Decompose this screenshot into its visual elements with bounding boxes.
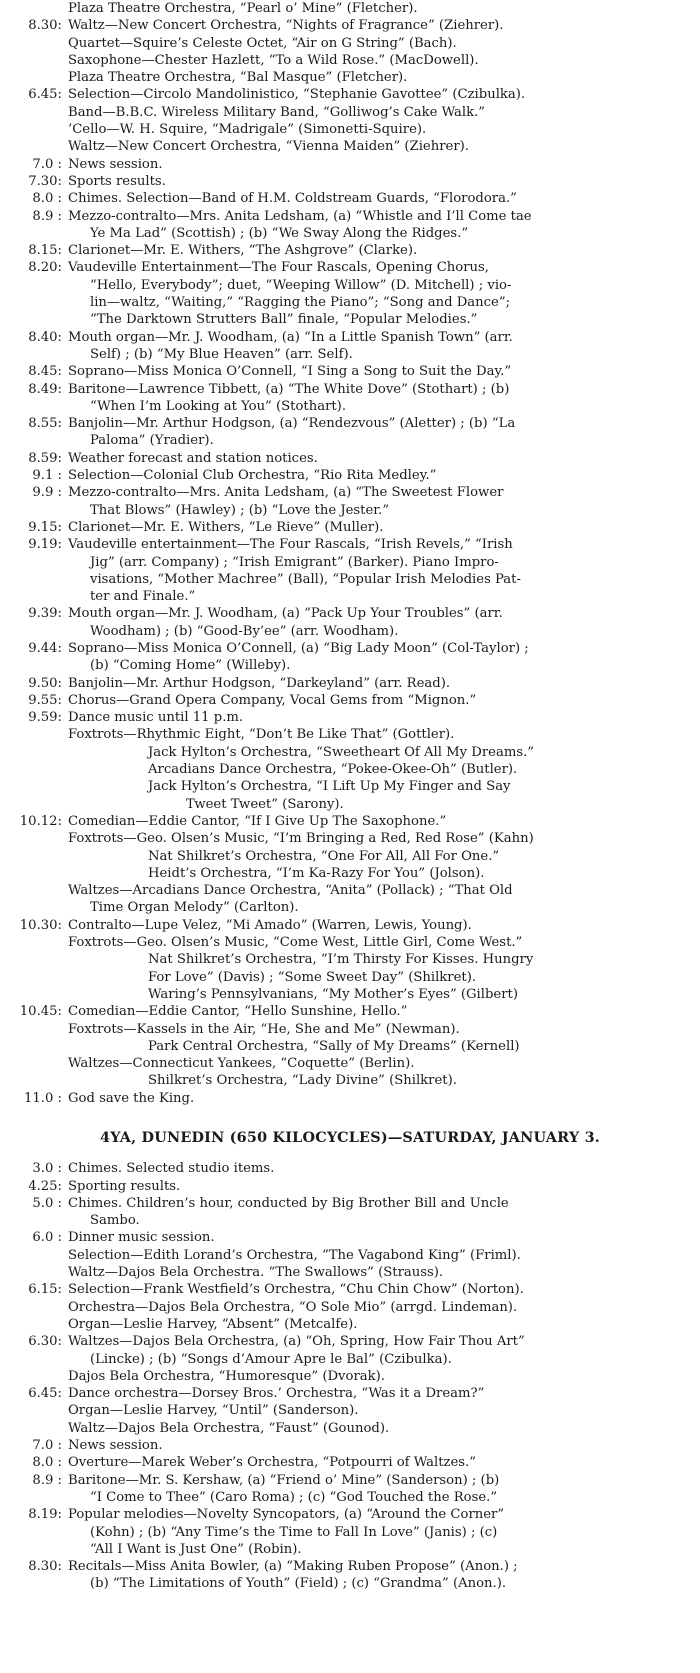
programme-entry: [0, 1229, 700, 1281]
entry-content: [62, 156, 700, 173]
programme-entry: [0, 1472, 700, 1507]
entry-line: Waltz—New Concert Orchestra, “Nights of Fragrance” (Ziehrer).: [68, 18, 504, 34]
entry-line: Dinner music session.: [68, 1230, 215, 1246]
entry-line: Orchestra—Dajos Bela Orchestra, “O Sole Mio” (arrgd. Lindeman).: [68, 1299, 518, 1315]
programme-entry: [0, 415, 700, 450]
entry-content: [62, 381, 700, 416]
programme-entry: [0, 917, 700, 1003]
entry-content: [62, 17, 700, 86]
programme-entry: [0, 675, 700, 692]
entry-content: [62, 450, 700, 467]
programme-entry: [0, 1281, 700, 1333]
entry-content: [62, 1506, 700, 1558]
entry-time: 11.0 :: [24, 1090, 62, 1106]
entry-line: Chimes. Children’s hour, conducted by Big Brother Bill and Uncle: [68, 1195, 509, 1211]
entry-content: [62, 709, 700, 813]
entry-line: Self) ; (b) “My Blue Heaven” (arr. Self).: [90, 346, 353, 362]
programme-entry: [0, 1385, 700, 1437]
station-heading: 4YA, DUNEDIN (650 KILOCYCLES)—SATURDAY, JANUARY 3.: [99, 1129, 600, 1146]
entry-line: News session.: [68, 156, 163, 172]
programme-entry: [0, 242, 700, 259]
entry-line: Organ—Leslie Harvey, “Until” (Sanderson).: [68, 1403, 359, 1419]
entry-line: Nat Shilkret’s Orchestra, “I’m Thirsty For Kisses. Hungry: [148, 952, 534, 968]
programme-section: [0, 1129, 700, 1593]
entry-time: 8.59:: [28, 450, 62, 466]
entry-content: [62, 675, 700, 692]
entry-line: Soprano—Miss Monica O’Connell, (a) “Big Lady Moon” (Col-Taylor) ;: [68, 640, 529, 656]
entry-line: Vaudeville Entertainment—The Four Rascals, Opening Chorus,: [68, 260, 490, 276]
entry-line: Soprano—Miss Monica O’Connell, “I Sing a Song to Suit the Day.”: [68, 364, 512, 380]
entry-line: Dajos Bela Orchestra, “Humoresque” (Dvorak).: [68, 1368, 385, 1384]
programme-entry: [0, 86, 700, 155]
programme-entry: [0, 484, 700, 519]
entry-content: [62, 415, 700, 450]
entry-line: Foxtrots—Rhythmic Eight, “Don’t Be Like That” (Gottler).: [68, 727, 455, 743]
programme-entry: [0, 259, 700, 328]
entry-line: Mezzo-contralto—Mrs. Anita Ledsham, (a) “The Sweetest Flower: [68, 485, 504, 501]
entry-time: 8.30:: [28, 18, 62, 34]
entry-line: Selection—Colonial Club Orchestra, “Rio Rita Medley.”: [68, 468, 437, 484]
entry-content: [62, 917, 700, 1003]
programme-entry: [0, 1333, 700, 1385]
entry-content: [62, 1003, 700, 1089]
entry-content: [62, 519, 700, 536]
entry-line: Selection—Edith Lorand’s Orchestra, “The Vagabond King” (Friml).: [68, 1247, 521, 1263]
entry-content: [62, 1195, 700, 1230]
entry-time: 4.25:: [28, 1178, 62, 1194]
entry-time: 8.55:: [28, 416, 62, 432]
entry-line: Foxtrots—Kassels in the Air, “He, She and Me” (Newman).: [68, 1021, 460, 1037]
entry-line: Sambo.: [90, 1213, 140, 1229]
programme-entry: [0, 519, 700, 536]
entry-content: [62, 1472, 700, 1507]
entry-time: 9.1 :: [32, 468, 62, 484]
entry-line: Waltzes—Arcadians Dance Orchestra, “Anita” (Pollack) ; “That Old: [68, 883, 513, 899]
entry-line: Baritone—Mr. S. Kershaw, (a) “Friend o’ Mine” (Sanderson) ; (b): [68, 1472, 500, 1488]
entry-time: 9.39:: [28, 606, 62, 622]
entry-time: 9.19:: [28, 537, 62, 553]
entry-line: Nat Shilkret’s Orchestra, “One For All, All For One.”: [148, 848, 500, 864]
entry-line: Recitals—Miss Anita Bowler, (a) “Making Ruben Propose” (Anon.) ;: [68, 1559, 518, 1575]
entry-line: Baritone—Lawrence Tibbett, (a) “The White Dove” (Stothart) ; (b): [68, 381, 510, 397]
programme-entry: [0, 363, 700, 380]
entry-line: visations, “Mother Machree” (Ball), “Popular Irish Melodies Pat-: [90, 571, 521, 587]
entry-line: Selection—Frank Westfield’s Orchestra, “Chu Chin Chow” (Norton).: [68, 1282, 524, 1298]
entry-line: Paloma” (Yradier).: [90, 433, 214, 449]
programme-entry: [0, 208, 700, 243]
entry-content: [62, 640, 700, 675]
entry-line: Chimes. Selection—Band of H.M. Coldstream Guards, “Florodora.”: [68, 191, 517, 207]
entry-line: Time Organ Melody” (Carlton).: [90, 900, 299, 916]
programme-entry: [0, 467, 700, 484]
entry-line: For Love” (Davis) ; “Some Sweet Day” (Shilkret).: [148, 969, 477, 985]
entry-content: [62, 242, 700, 259]
entry-line: Overture—Marek Weber’s Orchestra, “Potpourri of Waltzes.”: [68, 1455, 476, 1471]
entry-line: ter and Finale.”: [90, 589, 196, 605]
programme-entry: [0, 190, 700, 207]
programme-entry: [0, 536, 700, 605]
entry-time: 7.0 :: [32, 156, 62, 172]
entry-content: [62, 1160, 700, 1177]
entry-line: Mouth organ—Mr. J. Woodham, (a) “Pack Up Your Troubles” (arr.: [68, 606, 503, 622]
entry-line: Saxophone—Chester Hazlett, “To a Wild Rose.” (MacDowell).: [68, 52, 479, 68]
entry-content: [62, 1090, 700, 1107]
entry-line: (b) “Coming Home” (Willeby).: [90, 658, 291, 674]
entry-line: News session.: [68, 1438, 163, 1454]
entry-time: 8.9 :: [32, 208, 62, 224]
entry-line: “When I’m Looking at You” (Stothart).: [90, 398, 347, 414]
entry-line: Waltzes—Connecticut Yankees, “Coquette” (Berlin).: [68, 1056, 415, 1072]
programme-entry: [0, 1160, 700, 1177]
entry-time: 10.45:: [19, 1004, 62, 1020]
entry-line: Chorus—Grand Opera Company, Vocal Gems from “Mignon.”: [68, 692, 477, 708]
entry-content: [62, 536, 700, 605]
entry-line: Selection—Circolo Mandolinistico, “Stephanie Gavottee” (Czibulka).: [68, 87, 526, 103]
entry-line: Band—B.B.C. Wireless Military Band, “Golliwog’s Cake Walk.”: [68, 104, 486, 120]
entry-line: Waltz—New Concert Orchestra, “Vienna Maiden” (Ziehrer).: [68, 139, 469, 155]
entry-line: Jig” (arr. Company) ; “Irish Emigrant” (Barker). Piano Impro-: [90, 554, 499, 570]
entry-content: [62, 1333, 700, 1385]
programme-entry: [0, 1178, 700, 1195]
programme-entry: [0, 173, 700, 190]
entry-line: Foxtrots—Geo. Olsen’s Music, “I’m Bringing a Red, Red Rose” (Kahn): [68, 831, 534, 847]
entry-line: Woodham) ; (b) “Good-By’ee” (arr. Woodham).: [90, 623, 399, 639]
entry-content: [62, 1229, 700, 1281]
entry-line: “The Darktown Strutters Ball” finale, “Popular Melodies.”: [90, 312, 478, 328]
entry-time: 9.15:: [28, 519, 62, 535]
entry-line: Clarionet—Mr. E. Withers, “Le Rieve” (Muller).: [68, 519, 384, 535]
entry-content: [62, 484, 700, 519]
programme-entry: [0, 1558, 700, 1593]
entry-content: [62, 1385, 700, 1437]
programme-entry: [0, 381, 700, 416]
entry-content: [62, 329, 700, 364]
entry-line: Clarionet—Mr. E. Withers, “The Ashgrove” (Clarke).: [68, 243, 418, 259]
entry-time: 8.0 :: [32, 191, 62, 207]
entry-time: 3.0 :: [32, 1161, 62, 1177]
entry-content: [62, 259, 700, 328]
entry-line: “Hello, Everybody”; duet, “Weeping Willow” (D. Mitchell) ; vio-: [90, 277, 512, 293]
entry-time: 6.45:: [28, 1386, 62, 1402]
entry-line: lin—waltz, “Waiting,” “Ragging the Piano”; “Song and Dance”;: [90, 295, 511, 311]
entry-content: [62, 0, 700, 17]
entry-time: 8.9 :: [32, 1472, 62, 1488]
entry-time: 6.15:: [28, 1282, 62, 1298]
entry-time: [0, 0, 62, 17]
programme-entry: [0, 1003, 700, 1089]
entry-line: (Kohn) ; (b) “Any Time’s the Time to Fall In Love” (Janis) ; (c): [90, 1524, 498, 1540]
entry-line: Waring’s Pennsylvanians, “My Mother’s Eyes” (Gilbert): [148, 986, 518, 1002]
programme-entry: [0, 692, 700, 709]
entry-line: Dance orchestra—Dorsey Bros.’ Orchestra, “Was it a Dream?”: [68, 1386, 485, 1402]
entry-line: Tweet Tweet” (Sarony).: [186, 796, 344, 812]
entry-line: (b) “The Limitations of Youth” (Field) ; (c) “Grandma” (Anon.).: [90, 1576, 507, 1592]
entry-line: “All I Want is Just One” (Robin).: [90, 1541, 302, 1557]
entry-time: 6.30:: [28, 1334, 62, 1350]
entry-line: Sporting results.: [68, 1178, 181, 1194]
entry-line: Arcadians Dance Orchestra, “Pokee-Okee-Oh” (Butler).: [148, 762, 518, 778]
programme-entry: [0, 1437, 700, 1454]
entry-line: Mezzo-contralto—Mrs. Anita Ledsham, (a) “Whistle and I’ll Come tae: [68, 208, 532, 224]
entry-content: [62, 190, 700, 207]
entry-content: [62, 605, 700, 640]
programme-entry: [0, 17, 700, 86]
entry-content: [62, 1437, 700, 1454]
entry-line: Plaza Theatre Orchestra, “Bal Masque” (Fletcher).: [68, 70, 408, 86]
entry-content: [62, 1454, 700, 1471]
entry-line: Park Central Orchestra, “Sally of My Dreams” (Kernell): [148, 1038, 520, 1054]
entry-line: Banjolin—Mr. Arthur Hodgson, (a) “Rendezvous” (Aletter) ; (b) “La: [68, 416, 516, 432]
entry-time: 8.19:: [28, 1507, 62, 1523]
entry-line: Popular melodies—Novelty Syncopators, (a) “Around the Corner”: [68, 1507, 505, 1523]
entry-time: 9.59:: [28, 710, 62, 726]
entry-time: 8.45:: [28, 364, 62, 380]
entry-time: 7.30:: [28, 173, 62, 189]
entry-line: Vaudeville entertainment—The Four Rascals, “Irish Revels,” “Irish: [68, 537, 513, 553]
entry-line: Mouth organ—Mr. J. Woodham, (a) “In a Little Spanish Town” (arr.: [68, 329, 513, 345]
entry-time: 9.44:: [28, 640, 62, 656]
entry-line: Jack Hylton’s Orchestra, “I Lift Up My Finger and Say: [148, 779, 511, 795]
entry-content: [62, 467, 700, 484]
entry-line: Waltz—Dajos Bela Orchestra, “Faust” (Gounod).: [68, 1420, 390, 1436]
entry-time: 6.45:: [28, 87, 62, 103]
entry-content: [62, 692, 700, 709]
entry-time: 8.15:: [28, 243, 62, 259]
entry-time: 10.30:: [19, 917, 62, 933]
entry-content: [62, 1178, 700, 1195]
programme-entry: [0, 709, 700, 813]
programme-entry: [0, 1195, 700, 1230]
entry-time: 9.50:: [28, 675, 62, 691]
entry-time: 8.30:: [28, 1559, 62, 1575]
entry-line: Comedian—Eddie Cantor, “Hello Sunshine, Hello.”: [68, 1004, 408, 1020]
programme-entry: [0, 450, 700, 467]
entry-line: That Blows” (Hawley) ; (b) “Love the Jester.”: [90, 502, 390, 518]
entry-line: Ye Ma Lad” (Scottish) ; (b) “We Sway Along the Ridges.”: [90, 225, 469, 241]
entry-line: ’Cello—W. H. Squire, “Madrigale” (Simonetti-Squire).: [68, 122, 427, 138]
programme-entry: [0, 1454, 700, 1471]
entry-line: Weather forecast and station notices.: [68, 450, 318, 466]
entry-content: [62, 1281, 700, 1333]
programme-entry: [0, 1506, 700, 1558]
programme-entry: [0, 640, 700, 675]
entry-line: Waltz—Dajos Bela Orchestra. “The Swallows” (Strauss).: [68, 1265, 444, 1281]
entry-line: Plaza Theatre Orchestra, “Pearl o’ Mine” (Fletcher).: [68, 1, 418, 16]
entry-content: [62, 86, 700, 155]
entry-time: 8.20:: [28, 260, 62, 276]
entry-content: [62, 208, 700, 243]
entry-line: Quartet—Squire’s Celeste Octet, “Air on G String” (Bach).: [68, 35, 457, 51]
entry-line: Dance music until 11 p.m.: [68, 710, 244, 726]
entry-content: [62, 173, 700, 190]
entry-line: Comedian—Eddie Cantor, “If I Give Up The Saxophone.”: [68, 813, 447, 829]
entry-line: Chimes. Selected studio items.: [68, 1161, 275, 1177]
entry-time: 5.0 :: [32, 1195, 62, 1211]
entry-time: 9.9 :: [32, 485, 62, 501]
programme-entry: [0, 813, 700, 917]
entry-time: 7.0 :: [32, 1438, 62, 1454]
entry-line: Foxtrots—Geo. Olsen’s Music, “Come West, Little Girl, Come West.”: [68, 935, 523, 951]
entry-line: (Lincke) ; (b) “Songs d’Amour Apre le Bal” (Czibulka).: [90, 1351, 452, 1367]
entry-line: “I Come to Thee” (Caro Roma) ; (c) “God Touched the Rose.”: [90, 1489, 498, 1505]
entry-content: [62, 1558, 700, 1593]
entry-line: Shilkret’s Orchestra, “Lady Divine” (Shilkret).: [148, 1073, 457, 1089]
entry-time: 8.49:: [28, 381, 62, 397]
entry-line: Organ—Leslie Harvey, “Absent” (Metcalfe).: [68, 1316, 358, 1332]
programme-entry: [0, 605, 700, 640]
programme-entry: [0, 156, 700, 173]
entry-line: Sports results.: [68, 173, 166, 189]
entry-line: God save the King.: [68, 1090, 195, 1106]
entry-line: Jack Hylton’s Orchestra, “Sweetheart Of All My Dreams.”: [148, 744, 535, 760]
entry-line: Banjolin—Mr. Arthur Hodgson, “Darkeyland” (arr. Read).: [68, 675, 451, 691]
entry-content: [62, 363, 700, 380]
entry-time: 8.40:: [28, 329, 62, 345]
entry-line: Contralto—Lupe Velez, “Mi Amado” (Warren, Lewis, Young).: [68, 917, 472, 933]
programme-entry: [0, 329, 700, 364]
entry-time: 9.55:: [28, 692, 62, 708]
entry-line: Heidt’s Orchestra, “I’m Ka-Razy For You” (Jolson).: [148, 865, 485, 881]
entry-line: Waltzes—Dajos Bela Orchestra, (a) “Oh, Spring, How Fair Thou Art”: [68, 1334, 525, 1350]
programme-entry: [0, 0, 700, 17]
programme-entry: [0, 1090, 700, 1107]
entry-time: 6.0 :: [32, 1230, 62, 1246]
entry-time: 10.12:: [19, 813, 62, 829]
entry-time: 8.0 :: [32, 1455, 62, 1471]
entry-content: [62, 813, 700, 917]
